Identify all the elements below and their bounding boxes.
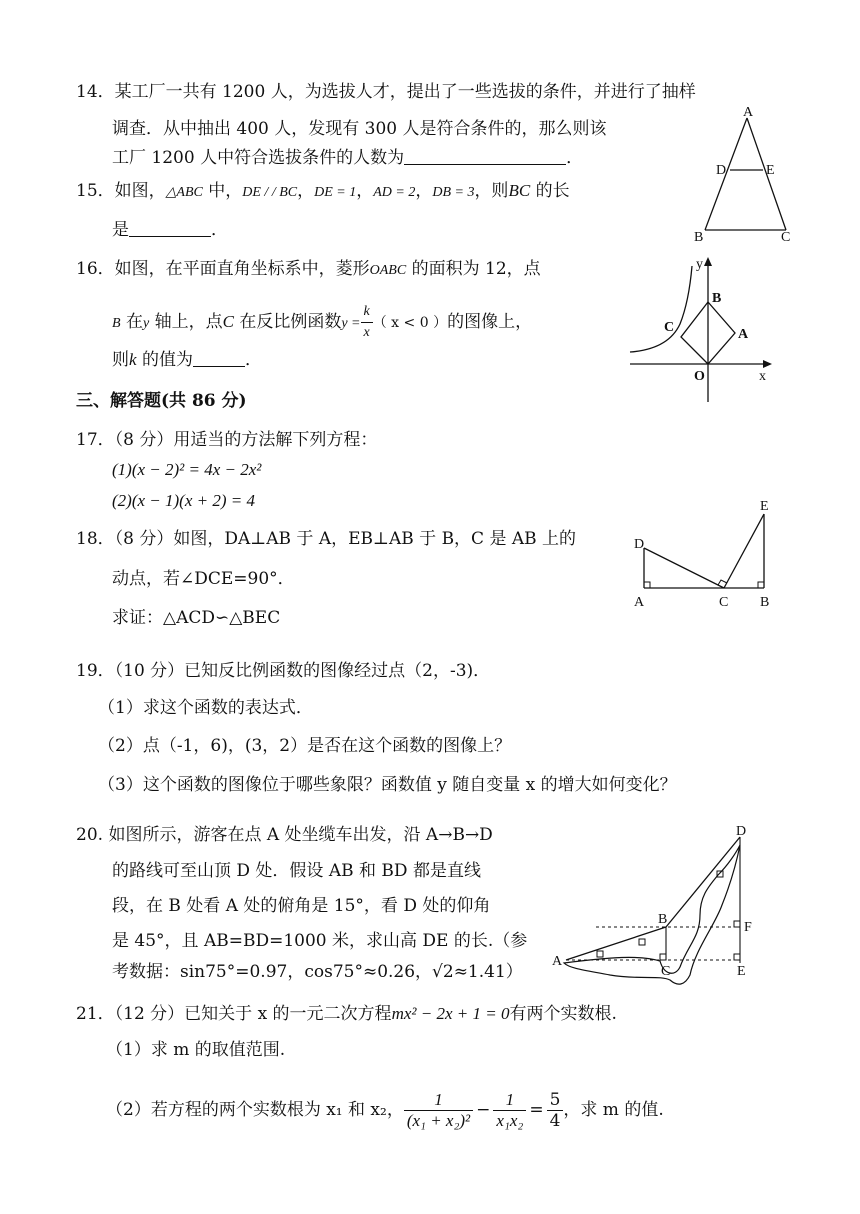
q16-frac-den: x [363, 325, 370, 340]
q15-sep3: ， [415, 181, 433, 201]
q15-number: 15． [76, 181, 115, 201]
q18-line1: 18．（8 分）如图，DA⊥AB 于 A，EB⊥AB 于 B，C 是 AB 上的 [76, 529, 577, 549]
q16-frac-num: k [361, 302, 373, 323]
q21-fraction3 [547, 1090, 564, 1131]
q18-segment-dc [644, 548, 724, 588]
q15-text2: 中， [202, 181, 243, 201]
q18-label-e: E [760, 499, 769, 514]
q18-label-b: B [760, 595, 770, 610]
q18-figure [630, 496, 780, 611]
q20-right-angle-f [734, 921, 740, 927]
q16-text3: 在 [120, 312, 143, 332]
q15-text3: ，则 [474, 181, 509, 201]
q16-text7: 则 [112, 350, 129, 370]
q21-minus: − [476, 1100, 491, 1120]
q15-bc: BC [508, 181, 531, 200]
q20-label-a: A [552, 954, 563, 969]
q21-f1-num: 1 [404, 1090, 473, 1111]
q21-f2-num: 1 [493, 1090, 526, 1111]
q16-text1: 如图，在平面直角坐标系中，菱形 [114, 259, 370, 279]
q14-line2: 调查．从中抽出 400 人，发现有 300 人是符合条件的，那么则该 [112, 119, 607, 139]
q20-mountain-outline [564, 845, 740, 984]
q21-text4: ，求 m 的值. [563, 1100, 664, 1120]
q16-oabc: OABC [369, 263, 407, 278]
q21-text2: 有两个实数根. [509, 1004, 617, 1024]
q15-cond2: DE = 1 [314, 185, 357, 200]
q20-right-angle-e [734, 954, 740, 960]
q21-sub2 [106, 1090, 664, 1131]
q21-text1: 21．（12 分）已知关于 x 的一元二次方程 [76, 1004, 392, 1024]
q18-label-d: D [634, 537, 645, 552]
q16-label-a: A [738, 327, 749, 342]
q15-label-c: C [781, 230, 791, 245]
q18-label-c: C [719, 595, 729, 610]
q20-label-f: F [744, 920, 752, 935]
q20-label-d: D [736, 824, 747, 839]
q15-label-b: B [694, 230, 704, 245]
q21-fraction2 [493, 1090, 526, 1131]
q16-x-arrow [763, 360, 772, 368]
q20-label-c: C [661, 964, 671, 979]
q16-label-o: O [694, 369, 705, 384]
q18-line3: 求证：△ACD∽△BEC [112, 608, 281, 628]
q20-marker-3 [717, 871, 723, 877]
q16-answer-blank[interactable] [193, 348, 245, 367]
q16-text2: 的面积为 12，点 [406, 259, 541, 279]
q21-fraction1 [404, 1090, 473, 1131]
q14-end: ． [566, 148, 584, 168]
q15-end: ． [211, 220, 228, 240]
q20-segment-ab [566, 927, 666, 960]
q15-line1 [76, 179, 570, 205]
q20-line2: 的路线可至山顶 D 处．假设 AB 和 BD 都是直线 [112, 861, 481, 881]
q20-label-e: E [737, 964, 746, 979]
q15-sep2: ， [356, 181, 374, 201]
q15-label-d: D [716, 163, 727, 178]
q14-line1 [76, 80, 696, 104]
q15-label-a: A [743, 105, 754, 120]
q15-answer-blank[interactable] [129, 218, 211, 237]
q20-label-b: B [658, 912, 668, 927]
q19-line1: 19．（10 分）已知反比例函数的图像经过点（2，-3)． [76, 661, 491, 681]
q15-triangle: △ABC [165, 185, 203, 200]
q16-text4: 轴上，点 [149, 312, 223, 332]
q21-equals: = [529, 1100, 544, 1120]
q16-cond: （ x < 0 ） [372, 315, 448, 331]
q16-y-arrow [704, 257, 712, 266]
q21-line1 [76, 1002, 617, 1026]
q15-text5: 是 [112, 220, 129, 240]
q21-equation: mx² − 2x + 1 = 0 [391, 1004, 510, 1023]
q20-right-angle-c [660, 954, 666, 960]
q15-cond4: DB = 3 [432, 185, 475, 200]
q20-segment-bd [666, 837, 740, 927]
q16-label-x: x [759, 369, 766, 384]
q14-answer-blank[interactable] [404, 146, 566, 165]
q15-line2 [112, 218, 228, 242]
q21-f3-num: 5 [547, 1090, 564, 1111]
q20-line4: 是 45°，且 AB=BD=1000 米，求山高 DE 的长.（参 [112, 931, 528, 951]
q20-marker-2 [639, 939, 645, 945]
q16-label-c: C [664, 320, 675, 335]
q14-text3: 工厂 1200 人中符合选拔条件的人数为 [112, 148, 405, 168]
q16-text5: 在反比例函数 [233, 312, 342, 332]
q16-y: y [142, 316, 150, 331]
q15-figure [690, 105, 800, 245]
q18-line2: 动点，若∠DCE=90°． [112, 569, 295, 589]
q16-label-b: B [712, 291, 722, 306]
q18-right-angle-a [644, 582, 650, 588]
section-three-title: 三、解答题(共 86 分) [76, 391, 247, 411]
q20-line1: 20. 如图所示，游客在点 A 处坐缆车出发，沿 A→B→D [76, 825, 493, 845]
q16-figure [628, 254, 778, 404]
q19-sub2: （2）点（-1，6)，(3，2）是否在这个函数的图像上？ [98, 736, 512, 756]
q16-label-y: y [696, 257, 703, 272]
q16-line2 [112, 302, 532, 343]
q19-sub3: （3）这个函数的图像位于哪些象限？函数值 y 随自变量 x 的增大如何变化？ [98, 775, 677, 795]
q14-number: 14． [76, 82, 115, 102]
q18-right-angle-b [758, 582, 764, 588]
q15-text4: 的长 [530, 181, 570, 201]
q17-line1: 17．（8 分）用适当的方法解下列方程： [76, 430, 378, 450]
q17-equation2: (2)(x − 1)(x + 2) = 4 [112, 491, 255, 510]
q16-text6: 的图像上， [447, 312, 533, 332]
q20-line3: 段，在 B 处看 A 处的俯角是 15°，看 D 处的仰角 [112, 896, 491, 916]
q19-sub1: （1）求这个函数的表达式． [98, 698, 313, 718]
q15-label-e: E [766, 163, 775, 178]
q16-line1 [76, 257, 541, 283]
q14-line3 [112, 146, 583, 170]
q21-f2-den: x₁x₂ [496, 1111, 524, 1130]
q20-figure [550, 825, 765, 985]
q16-k: k [129, 350, 137, 369]
q16-point-b: B [112, 316, 121, 331]
q18-label-a: A [634, 595, 645, 610]
q16-number: 16． [76, 259, 115, 279]
q16-line3 [112, 348, 262, 372]
q16-fraction [361, 302, 373, 343]
q15-cond3: AD = 2 [373, 185, 416, 200]
q20-marker-1 [597, 951, 603, 957]
q18-segment-ec [724, 514, 764, 588]
q16-point-c: C [222, 312, 234, 331]
q21-f3-den: 4 [549, 1111, 561, 1131]
q16-end: ． [244, 350, 262, 370]
q21-f1-den: (x₁ + x₂)² [406, 1111, 471, 1130]
q20-line5: 考数据：sin75°=0.97，cos75°≈0.26，√2≈1.41） [112, 962, 523, 982]
q21-text3: （2）若方程的两个实数根为 x₁ 和 x₂， [106, 1100, 404, 1120]
q16-text8: 的值为 [136, 350, 193, 370]
q14-text1: 某工厂一共有 1200 人，为选拔人才，提出了一些选拔的条件，并进行了抽样 [114, 82, 696, 102]
q15-cond1: DE / / BC [242, 185, 298, 200]
q15-text1: 如图， [114, 181, 166, 201]
q16-func-lhs: y = [341, 316, 361, 331]
q15-sep1: ， [297, 181, 315, 201]
q21-sub1: （1）求 m 的取值范围. [106, 1040, 286, 1060]
q17-equation1: (1)(x − 2)² = 4x − 2x² [112, 460, 262, 479]
